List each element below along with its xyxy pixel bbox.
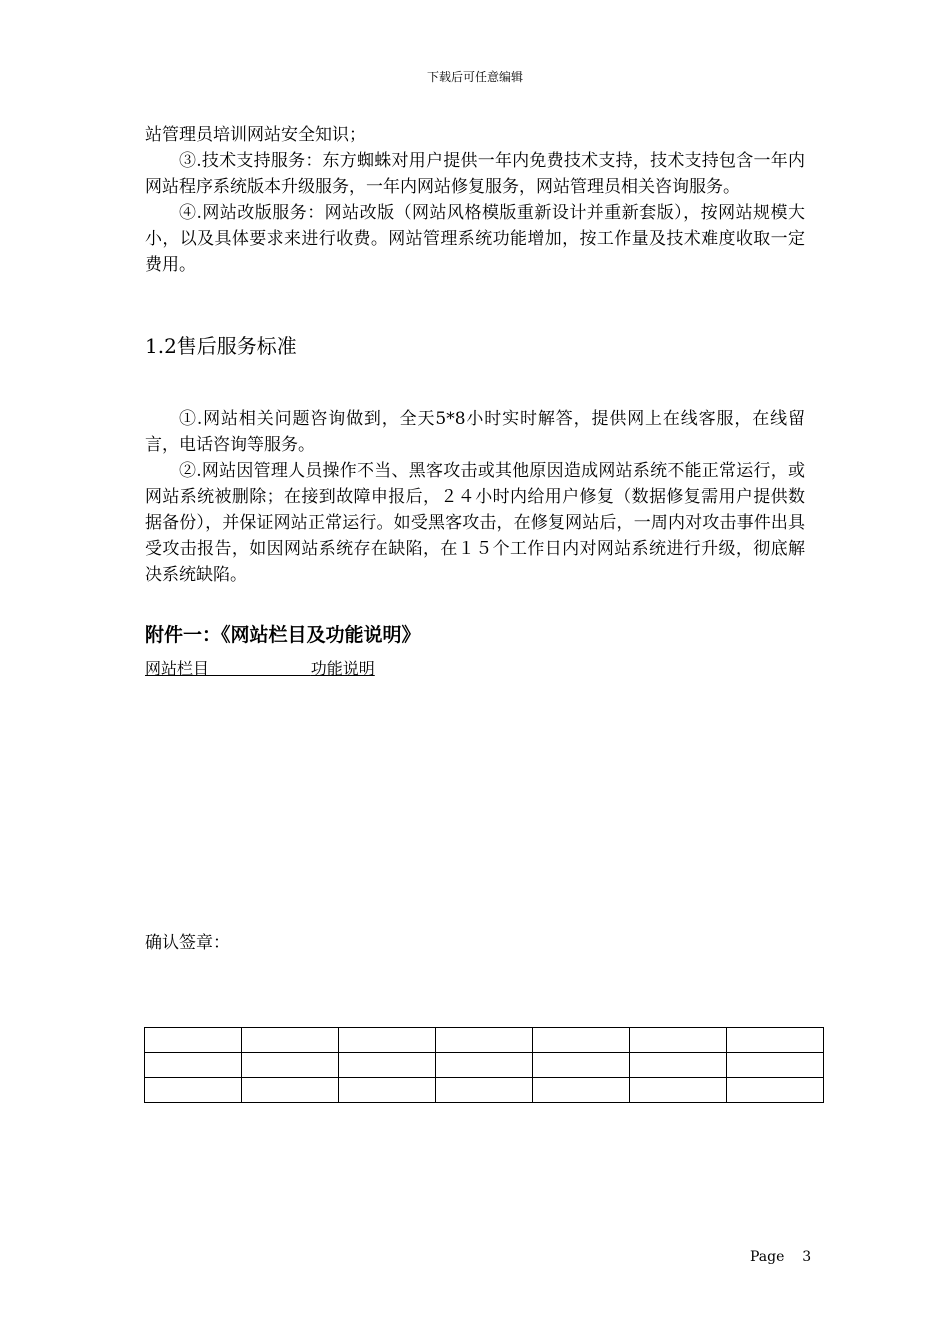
appendix-title-block [145,620,805,647]
table-cell [145,1078,242,1103]
signature-table [144,1027,824,1103]
table-cell [727,1078,824,1103]
table-cell [436,1078,533,1103]
table-cell [242,1028,339,1053]
section-heading: 1.2售后服务标准 [145,334,297,358]
table-cell [533,1028,630,1053]
table-cell [242,1053,339,1078]
table-cell [339,1078,436,1103]
column-header-functions: 功能说明 [310,659,375,678]
table-cell [436,1028,533,1053]
table-row [145,1078,824,1103]
page-header: 下载后可任意编辑 [426,70,523,84]
signature-block [145,930,805,956]
table-cell [727,1053,824,1078]
table-cell [145,1053,242,1078]
table-row [145,1028,824,1053]
table-cell [630,1028,727,1053]
table-cell [533,1053,630,1078]
paragraph-redesign-service: ④.网站改版服务：网站改版（网站风格模版重新设计并重新套版），按网站规模大小，以及具体要求来进行收费。网站管理系统功能增加，按工作量及技术难度收取一定费用。 [145,203,805,275]
column-header-sections: 网站栏目 [145,659,210,678]
page-number: 3 [802,1249,812,1265]
paragraph-repair: ②.网站因管理人员操作不当、黑客攻击或其他原因造成网站系统不能正常运行，或网站系统被删除；在接到故障申报后，２４小时内给用户修复（数据修复需用户提供数据备份），并保证网站正常运行。如受黑客攻击，在修复网站后，一周内对攻击事件出具受攻击报告，如因网站系统存在缺陷，在１５个工作日内对网站系统进行升级，彻底解决系统缺陷。 [145,461,805,585]
table-cell [630,1078,727,1103]
appendix-columns [145,656,805,679]
page-label: Page [750,1249,785,1265]
table-cell [533,1078,630,1103]
page-footer [750,1249,811,1265]
signature-label: 确认签章： [145,933,230,953]
table-cell [242,1078,339,1103]
table-cell [339,1053,436,1078]
paragraph-tech-support: ③.技术支持服务：东方蜘蛛对用户提供一年内免费技术支持，技术支持包含一年内网站程序系统版本升级服务，一年内网站修复服务，网站管理员相关咨询服务。 [145,151,805,197]
table-cell [339,1028,436,1053]
section-after-sales [145,406,805,588]
section-heading-after-sales [145,330,805,359]
table-row [145,1053,824,1078]
table-cell [727,1028,824,1053]
paragraph-admin-training: 站管理员培训网站安全知识； [145,125,366,145]
table-cell [145,1028,242,1053]
section-service-terms [145,122,805,278]
appendix-title: 附件一：《网站栏目及功能说明》 [145,624,421,646]
paragraph-consulting: ①.网站相关问题咨询做到，全天5*8小时实时解答，提供网上在线客服，在线留言，电话咨询等服务。 [145,409,805,455]
column-header-row [145,659,375,678]
table-cell [436,1053,533,1078]
table-cell [630,1053,727,1078]
